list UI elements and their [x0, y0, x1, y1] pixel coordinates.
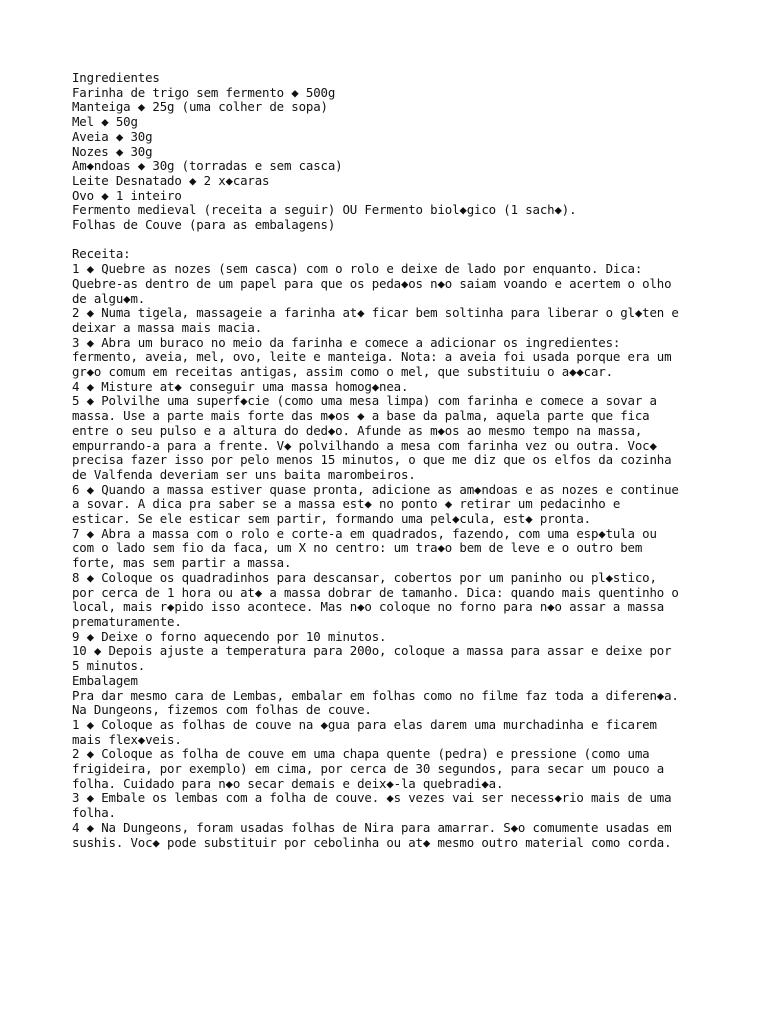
text-line: 1 ◆ Coloque as folhas de couve na ◆gua para elas darem uma murchadinha e ficarem: [72, 716, 657, 732]
text-line: 10 ◆ Depois ajuste a temperatura para 200o, coloque a massa para assar e deixe por: [72, 643, 672, 659]
text-line: Nozes ◆ 30g: [72, 143, 153, 159]
text-line: Ingredientes: [72, 70, 160, 85]
text-line: 1 ◆ Quebre as nozes (sem casca) com o rolo e deixe de lado por enquanto. Dica:: [72, 261, 643, 277]
text-line: Embalagem: [72, 672, 138, 688]
text-line: deixar a massa mais macia.: [72, 319, 263, 335]
text-line: 6 ◆ Quando a massa estiver quase pronta, adicione as am◆ndoas e as nozes e continue: [72, 481, 679, 497]
text-line: fermento, aveia, mel, ovo, leite e manteiga. Nota: a aveia foi usada porque era um: [72, 349, 672, 365]
text-line: folha.: [72, 805, 116, 821]
text-line: Aveia ◆ 30g: [72, 128, 153, 144]
text-line: massa. Use a parte mais forte das m◆os ◆ a base da palma, aquela parte que fica: [72, 408, 650, 424]
text-line: [72, 233, 762, 248]
text-line: Farinha de trigo sem fermento ◆ 500g: [72, 84, 336, 100]
text-line: 4 ◆ Na Dungeons, foram usadas folhas de Nira para amarrar. S◆o comumente usadas em: [72, 819, 672, 835]
text-line: forte, mas sem partir a massa.: [72, 555, 292, 571]
text-line: gr◆o comum em receitas antigas, assim como o mel, que substituiu o a◆◆car.: [72, 364, 613, 380]
text-line: Mel ◆ 50g: [72, 114, 138, 130]
text-line: Ovo ◆ 1 inteiro: [72, 187, 182, 203]
text-line: entre o seu pulso e a altura do ded◆o. Afunde as m◆os ao mesmo tempo na massa,: [72, 422, 643, 438]
text-line: mais flex◆veis.: [72, 731, 182, 747]
text-line: Pra dar mesmo cara de Lembas, embalar em folhas como no filme faz toda a diferen◆a.: [72, 687, 679, 703]
text-line: local, mais r◆pido isso acontece. Mas n◆o coloque no forno para n◆o assar a massa: [72, 599, 665, 615]
text-line: 3 ◆ Abra um buraco no meio da farinha e comece a adicionar os ingredientes:: [72, 334, 621, 350]
text-line: Receita:: [72, 246, 131, 262]
text-line: 3 ◆ Embale os lembas com a folha de couve. ◆s vezes vai ser necess◆rio mais de uma: [72, 790, 672, 806]
text-line: frigideira, por exemplo) em cima, por cerca de 30 segundos, para secar um pouco a: [72, 761, 665, 777]
text-line: Leite Desnatado ◆ 2 x◆caras: [72, 172, 270, 188]
text-line: Folhas de Couve (para as embalagens): [72, 217, 336, 233]
text-line: 2 ◆ Coloque as folha de couve em uma chapa quente (pedra) e pressione (como uma: [72, 746, 650, 762]
text-line: Quebre-as dentro de um papel para que os peda◆os n◆o saiam voando e acertem o olho: [72, 275, 672, 291]
text-line: esticar. Se ele esticar sem partir, formando uma pel◆cula, est◆ pronta.: [72, 511, 591, 527]
text-line: Am◆ndoas ◆ 30g (torradas e sem casca): [72, 158, 343, 174]
text-line: de algu◆m.: [72, 290, 146, 306]
text-line: 2 ◆ Numa tigela, massageie a farinha at◆ ficar bem soltinha para liberar o gl◆ten e: [72, 305, 679, 321]
text-line: com o lado sem fio da faca, um X no centro: um tra◆o bem de leve e o outro bem: [72, 540, 643, 556]
text-line: Manteiga ◆ 25g (uma colher de sopa): [72, 99, 328, 115]
text-line: precisa fazer isso por pelo menos 15 minutos, o que me diz que os elfos da cozinha: [72, 452, 672, 468]
text-line: a sovar. A dica pra saber se a massa est◆ no ponto ◆ retirar um pedacinho e: [72, 496, 621, 512]
text-line: 5 ◆ Polvilhe uma superf◆cie (como uma mesa limpa) com farinha e comece a sovar a: [72, 393, 657, 409]
text-line: 7 ◆ Abra a massa com o rolo e corte-a em quadrados, fazendo, com uma esp◆tula ou: [72, 525, 657, 541]
text-line: Na Dungeons, fizemos com folhas de couve.: [72, 702, 372, 718]
text-line: por cerca de 1 hora ou at◆ a massa dobrar de tamanho. Dica: quando mais quentinho o: [72, 584, 679, 600]
text-line: de Valfenda deveriam ser uns baita marombeiros.: [72, 466, 416, 482]
text-line: sushis. Voc◆ pode substituir por cebolinha ou at◆ mesmo outro material como corda.: [72, 834, 672, 850]
text-line: 9 ◆ Deixe o forno aquecendo por 10 minutos.: [72, 628, 387, 644]
text-line: 5 minutos.: [72, 658, 146, 674]
text-line: empurrando-a para a frente. V◆ polvilhando a mesa com farinha vez ou outra. Voc◆: [72, 437, 657, 453]
text-line: prematuramente.: [72, 614, 182, 629]
text-line: 8 ◆ Coloque os quadradinhos para descansar, cobertos por um paninho ou pl◆stico,: [72, 569, 657, 585]
text-line: folha. Cuidado para n◆o secar demais e deix◆-la quebradi◆a.: [72, 775, 504, 791]
text-line: Fermento medieval (receita a seguir) OU Fermento biol◆gico (1 sach◆).: [72, 202, 577, 218]
document-text: [72, 71, 762, 850]
text-line: 4 ◆ Misture at◆ conseguir uma massa homog◆nea.: [72, 378, 409, 394]
